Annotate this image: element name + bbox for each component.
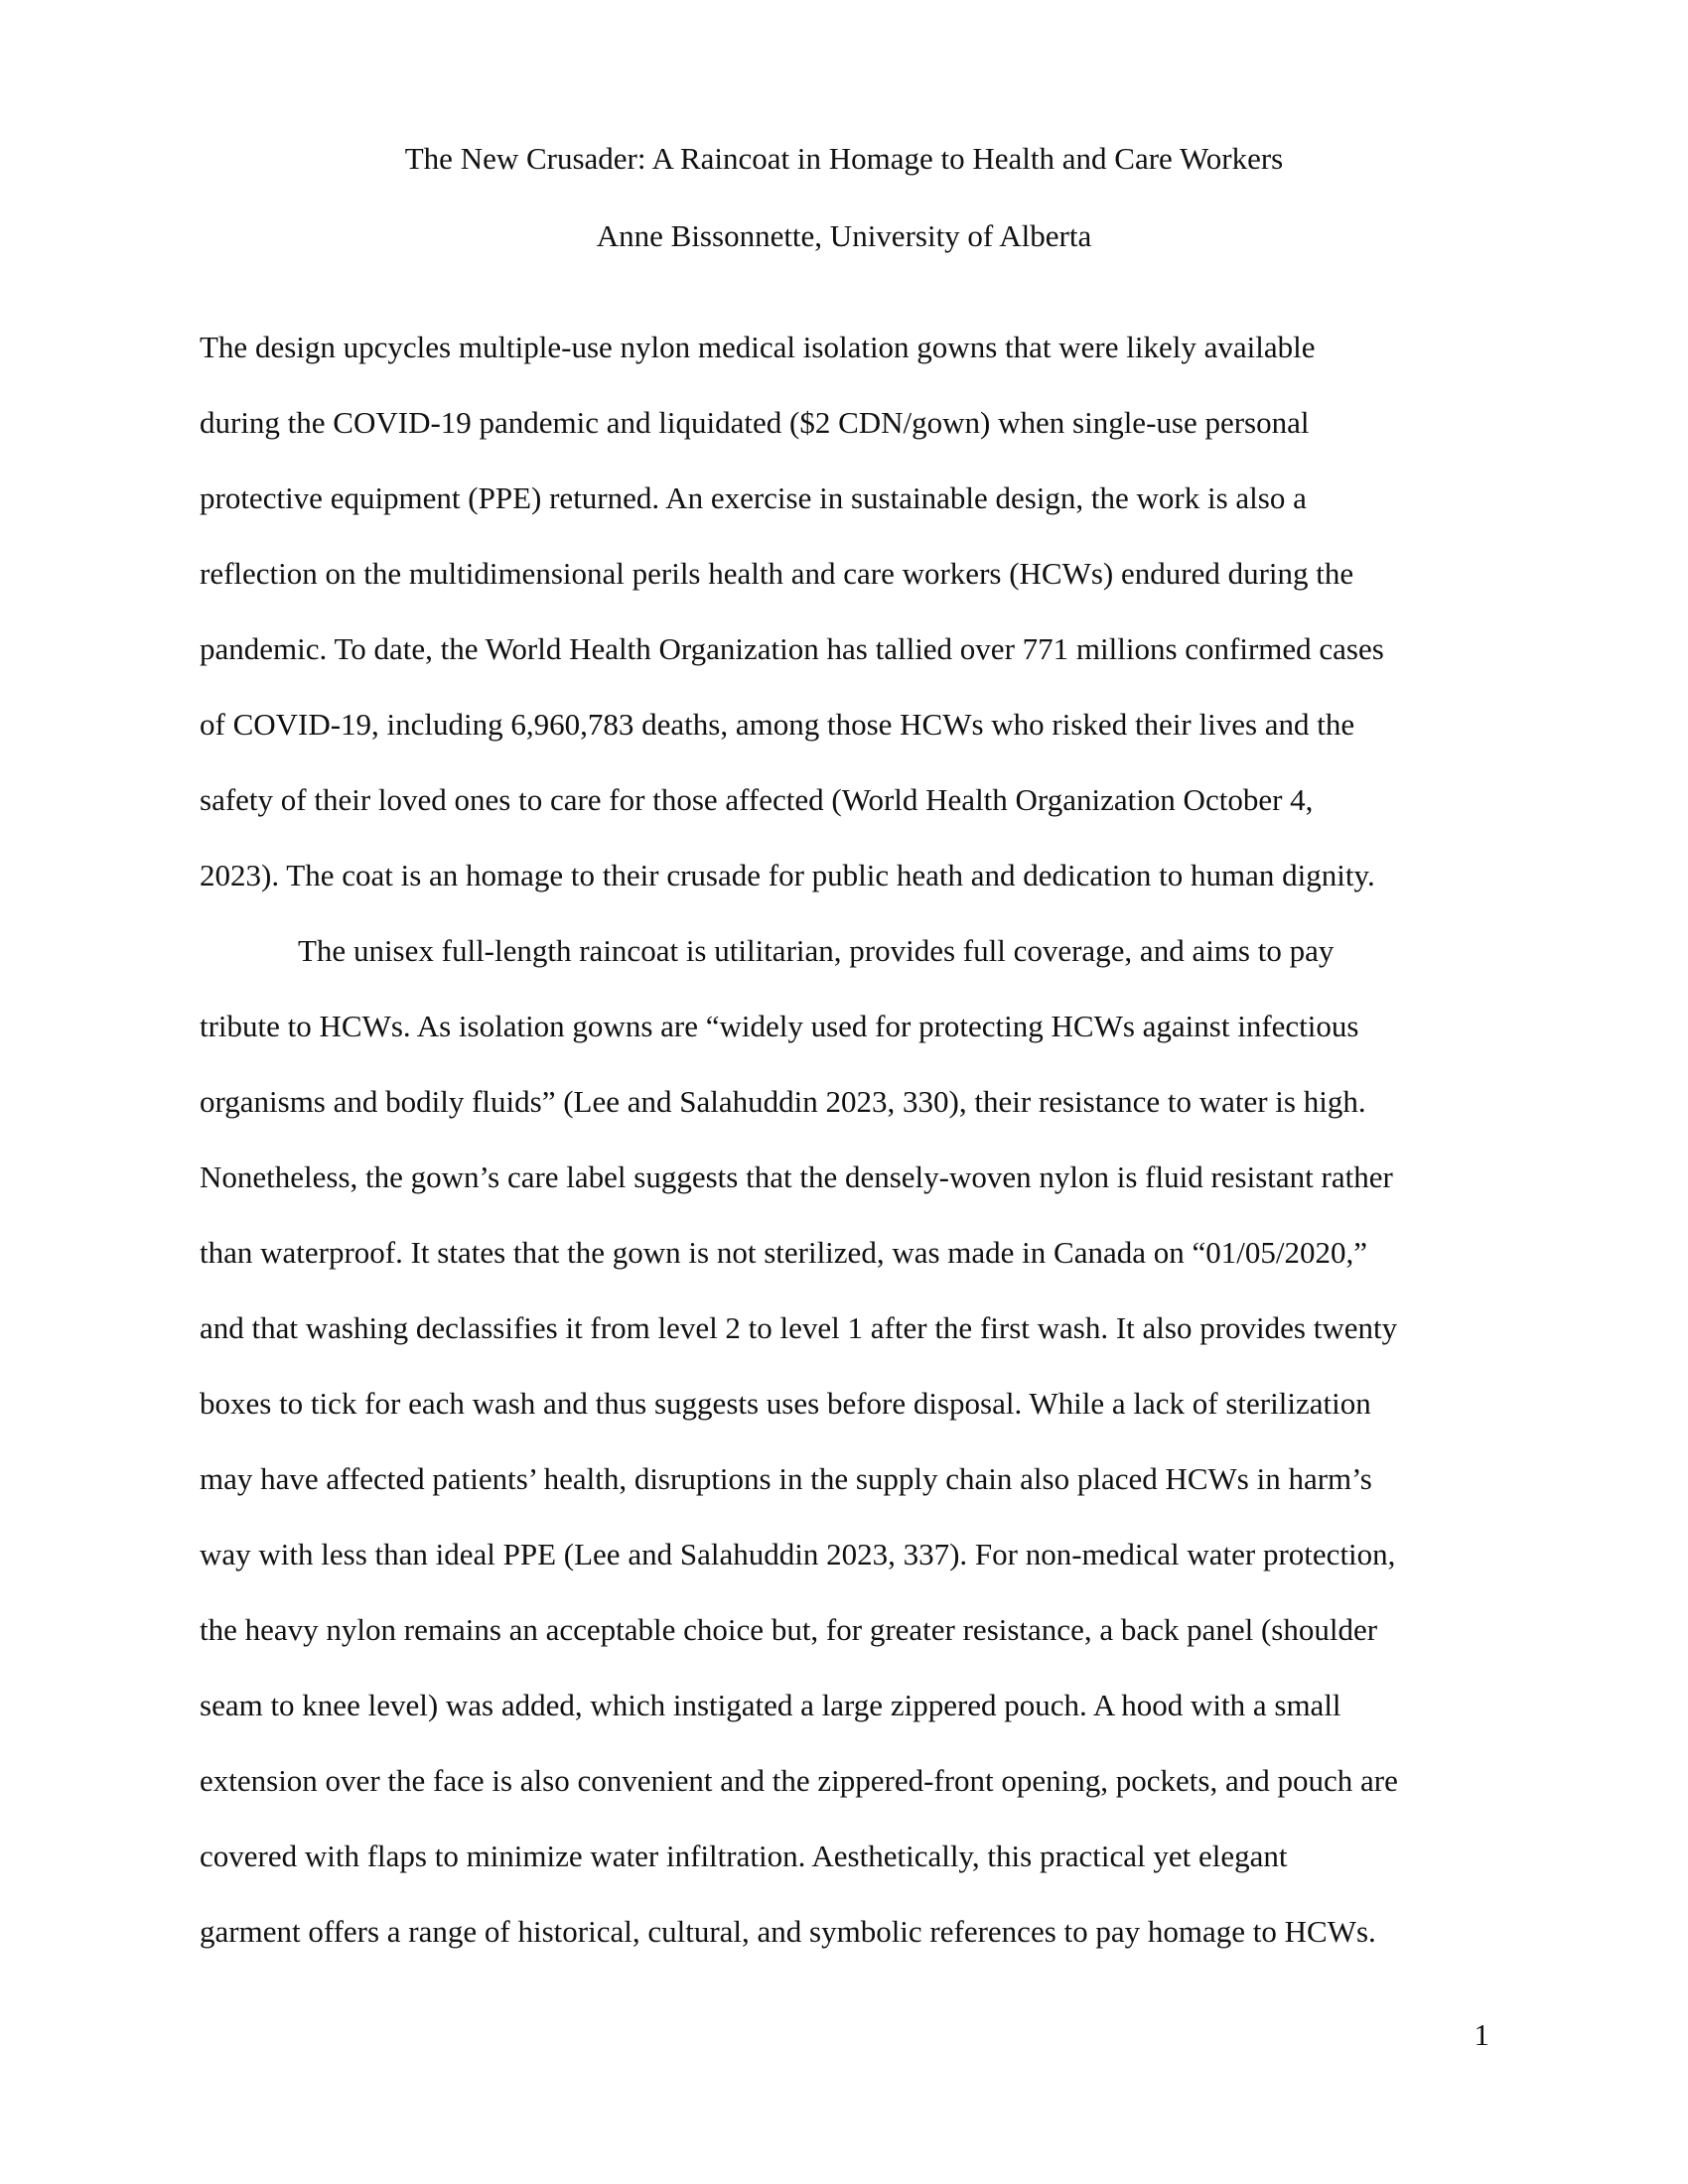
paragraph-1-line: during the COVID-19 pandemic and liquidated ($2 CDN/gown) when single-use personal xyxy=(200,405,1310,440)
paragraph-1-line: pandemic. To date, the World Health Organization has tallied over 771 millions confirmed cases xyxy=(200,631,1384,666)
paragraph-2-line: way with less than ideal PPE (Lee and Salahuddin 2023, 337). For non-medical water protection, xyxy=(200,1537,1396,1571)
paragraph-1-line: protective equipment (PPE) returned. An exercise in sustainable design, the work is also a xyxy=(200,480,1307,515)
paragraph-1-line: 2023). The coat is an homage to their crusade for public heath and dedication to human dignity. xyxy=(200,858,1375,892)
paragraph-2-line: organisms and bodily fluids” (Lee and Salahuddin 2023, 330), their resistance to water is high. xyxy=(200,1084,1366,1119)
author-affiliation: Anne Bissonnette, University of Alberta xyxy=(596,218,1092,253)
paragraph-2-line: The unisex full-length raincoat is utilitarian, provides full coverage, and aims to pay xyxy=(298,933,1335,968)
paragraph-2-line: garment offers a range of historical, cultural, and symbolic references to pay homage to HCWs. xyxy=(200,1914,1376,1949)
paragraph-2-line: the heavy nylon remains an acceptable choice but, for greater resistance, a back panel (shoulder xyxy=(200,1612,1378,1647)
page-number: 1 xyxy=(1474,2017,1489,2052)
paragraph-2-line: covered with flaps to minimize water infiltration. Aesthetically, this practical yet elegant xyxy=(200,1839,1288,1873)
paragraph-1-line: The design upcycles multiple-use nylon medical isolation gowns that were likely available xyxy=(200,330,1316,364)
paragraph-2-line: seam to knee level) was added, which instigated a large zippered pouch. A hood with a small xyxy=(200,1688,1341,1722)
document-title: The New Crusader: A Raincoat in Homage to Health and Care Workers xyxy=(404,141,1284,176)
paragraph-2-line: tribute to HCWs. As isolation gowns are “widely used for protecting HCWs against infectious xyxy=(200,1009,1359,1043)
paragraph-1-line: reflection on the multidimensional perils health and care workers (HCWs) endured during the xyxy=(200,556,1354,591)
paragraph-2-line: Nonetheless, the gown’s care label suggests that the densely-woven nylon is fluid resistant rather xyxy=(200,1160,1393,1194)
paragraph-2-line: than waterproof. It states that the gown is not sterilized, was made in Canada on “01/05/2020,” xyxy=(200,1235,1367,1270)
paragraph-1-line: safety of their loved ones to care for those affected (World Health Organization October 4, xyxy=(200,782,1314,817)
paragraph-2-line: extension over the face is also convenient and the zippered-front opening, pockets, and pouch are xyxy=(200,1763,1398,1798)
paragraph-2-line: and that washing declassifies it from level 2 to level 1 after the first wash. It also provides twenty xyxy=(200,1310,1398,1345)
paragraph-2-line: boxes to tick for each wash and thus suggests uses before disposal. While a lack of sterilization xyxy=(200,1386,1371,1421)
paragraph-2-line: may have affected patients’ health, disruptions in the supply chain also placed HCWs in harm’s xyxy=(200,1461,1372,1496)
paragraph-1-line: of COVID-19, including 6,960,783 deaths, among those HCWs who risked their lives and the xyxy=(200,707,1355,742)
